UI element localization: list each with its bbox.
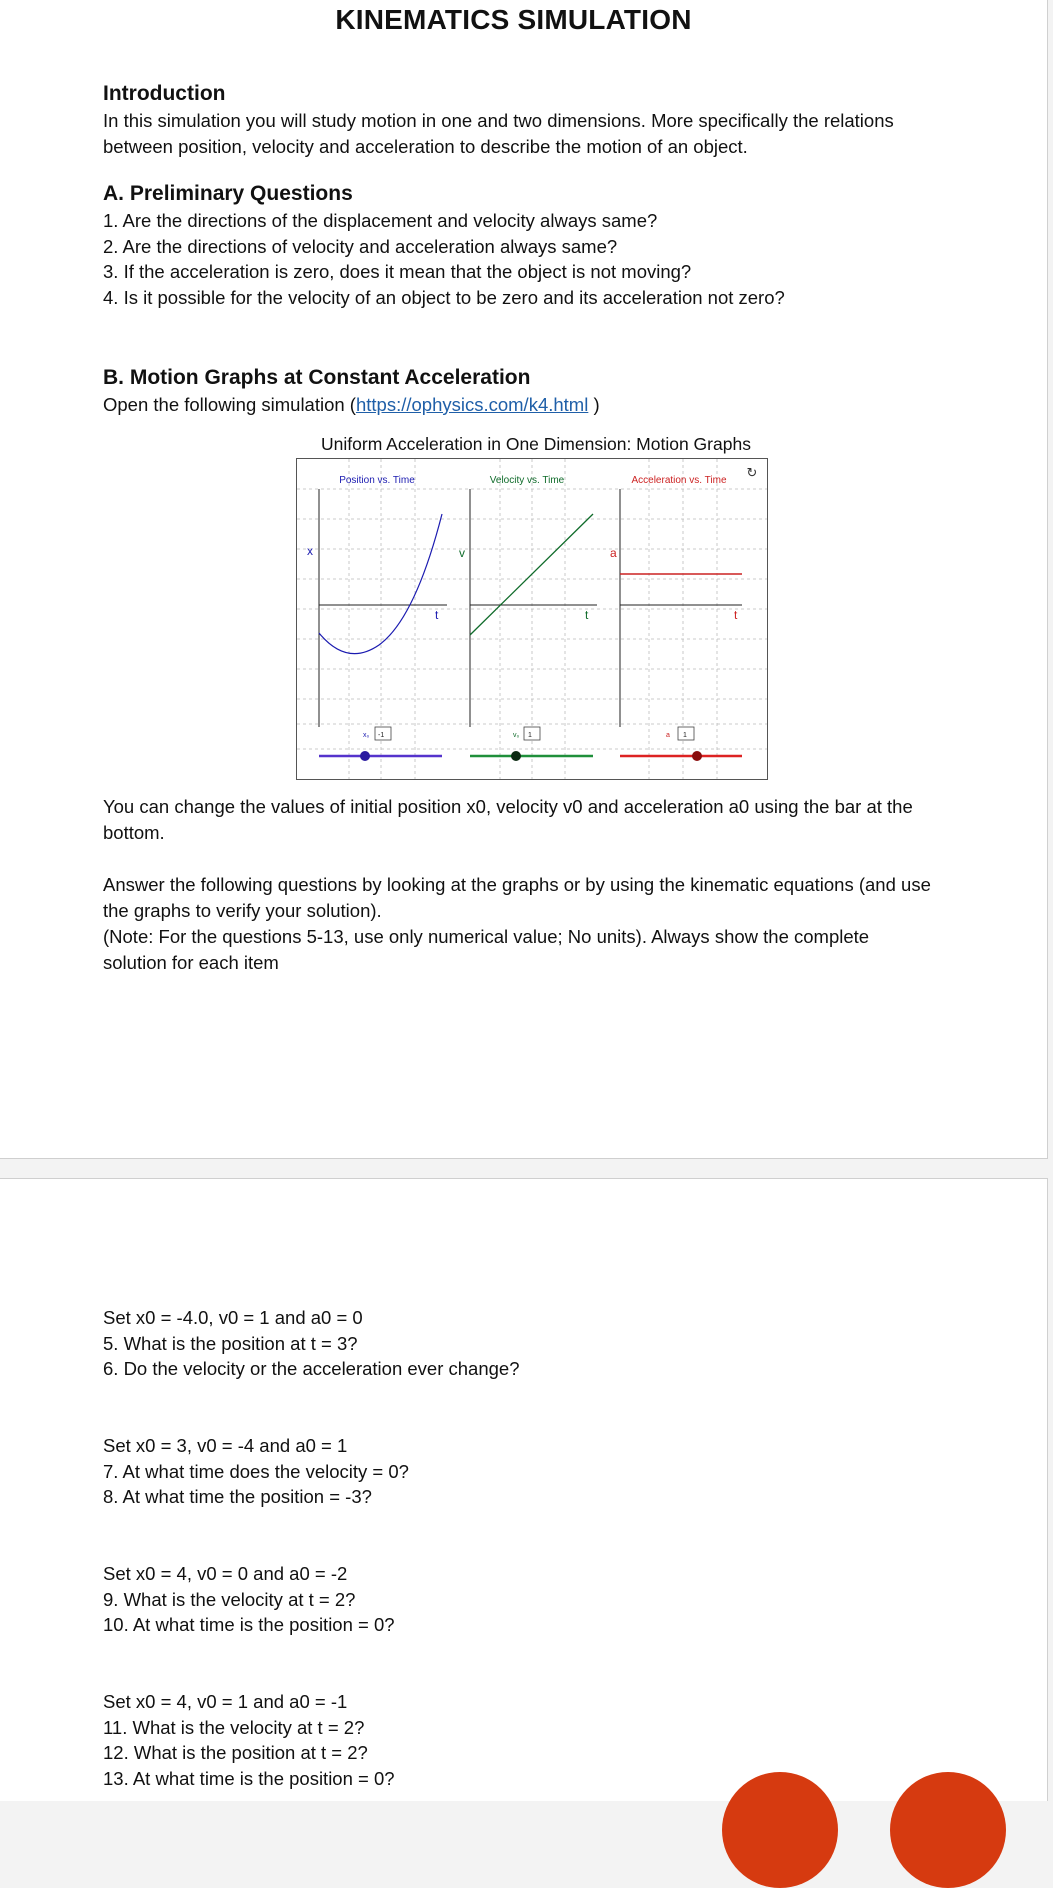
position-time-label: t	[435, 608, 439, 622]
velocity-line	[470, 514, 593, 635]
question-12: 12. What is the position at t = 2?	[103, 1742, 368, 1763]
question-10: 10. At what time is the position = 0?	[103, 1614, 395, 1635]
introduction-section	[103, 80, 933, 160]
introduction-text: In this simulation you will study motion in one and two dimensions. More specifically the relations between position, velocity and acceleration to describe the motion of an object.	[103, 110, 894, 157]
page-title: KINEMATICS SIMULATION	[335, 4, 692, 35]
velocity-time-label: t	[585, 608, 589, 622]
open-simulation-line	[103, 392, 933, 418]
question-group-3	[103, 1561, 933, 1638]
velocity-axis-label: v	[459, 546, 465, 560]
floating-action-button-left[interactable]	[722, 1772, 838, 1888]
position-panel-title: Position vs. Time	[339, 475, 415, 486]
a0-input-value: 1	[683, 732, 687, 739]
simulation-canvas	[296, 458, 768, 780]
answer-instructions	[103, 872, 933, 976]
question-group-1	[103, 1305, 933, 1382]
setup-line: Set x0 = 4, v0 = 1 and a0 = -1	[103, 1691, 348, 1712]
note-text: (Note: For the questions 5-13, use only numerical value; No units). Always show the complete solution for each item	[103, 926, 870, 973]
introduction-heading: Introduction	[103, 82, 226, 105]
change-values-text: You can change the values of initial position x0, velocity v0 and acceleration a0 using the bar at the bottom.	[103, 796, 913, 843]
open-prefix: Open the following simulation (	[103, 394, 356, 415]
instructions	[103, 794, 933, 846]
question-4: 4. Is it possible for the velocity of an object to be zero and its acceleration not zero?	[103, 286, 785, 308]
position-curve	[319, 514, 442, 654]
x0-slider-handle[interactable]	[360, 751, 370, 761]
a0-slider-handle[interactable]	[692, 751, 702, 761]
question-group-4	[103, 1689, 933, 1791]
acceleration-time-label: t	[734, 608, 738, 622]
reset-icon[interactable]: ↻	[746, 466, 758, 481]
x0-slider-label: x₀	[363, 732, 370, 739]
v0-slider-handle[interactable]	[511, 751, 521, 761]
question-11: 11. What is the velocity at t = 2?	[103, 1716, 365, 1738]
motion-graphs-svg	[297, 459, 767, 779]
question-8: 8. At what time the position = -3?	[103, 1486, 372, 1507]
open-suffix: )	[588, 394, 600, 415]
v0-input-box[interactable]	[524, 727, 540, 740]
document-page-2	[0, 1178, 1048, 1801]
velocity-panel-title: Velocity vs. Time	[489, 475, 565, 486]
a0-slider-label: a	[666, 732, 670, 739]
position-axis-label: x	[307, 544, 313, 558]
v0-input-value: 1	[528, 732, 532, 739]
section-a-heading: A. Preliminary Questions	[103, 182, 353, 205]
question-2: 2. Are the directions of velocity and acceleration always same?	[103, 235, 618, 257]
x0-input-value: -1	[378, 732, 385, 739]
setup-line: Set x0 = -4.0, v0 = 1 and a0 = 0	[103, 1307, 363, 1328]
question-3: 3. If the acceleration is zero, does it mean that the object is not moving?	[103, 261, 692, 282]
section-a	[103, 180, 933, 310]
v0-slider-label: v₀	[513, 732, 520, 739]
section-b-heading: B. Motion Graphs at Constant Acceleration	[103, 366, 531, 389]
setup-line: Set x0 = 3, v0 = -4 and a0 = 1	[103, 1435, 348, 1456]
acceleration-panel-title: Acceleration vs. Time	[631, 475, 727, 486]
question-5: 5. What is the position at t = 3?	[103, 1332, 358, 1354]
section-b	[103, 364, 933, 418]
question-6: 6. Do the velocity or the acceleration ever change?	[103, 1358, 520, 1379]
simulation-figure	[296, 432, 770, 780]
answer-text: Answer the following questions by looking at the graphs or by using the kinematic equations (and use the graphs to verify your solution).	[103, 874, 931, 921]
question-13: 13. At what time is the position = 0?	[103, 1767, 395, 1789]
acceleration-axis-label: a	[610, 546, 617, 560]
question-1: 1. Are the directions of the displacement and velocity always same?	[103, 210, 658, 231]
question-9: 9. What is the velocity at t = 2?	[103, 1588, 356, 1610]
question-group-2	[103, 1433, 933, 1510]
question-7: 7. At what time does the velocity = 0?	[103, 1460, 409, 1482]
simulation-link[interactable]: https://ophysics.com/k4.html	[355, 394, 589, 415]
floating-action-button-right[interactable]	[890, 1772, 1006, 1888]
setup-line: Set x0 = 4, v0 = 0 and a0 = -2	[103, 1563, 348, 1584]
simulation-title: Uniform Acceleration in One Dimension: Motion Graphs	[321, 434, 751, 454]
